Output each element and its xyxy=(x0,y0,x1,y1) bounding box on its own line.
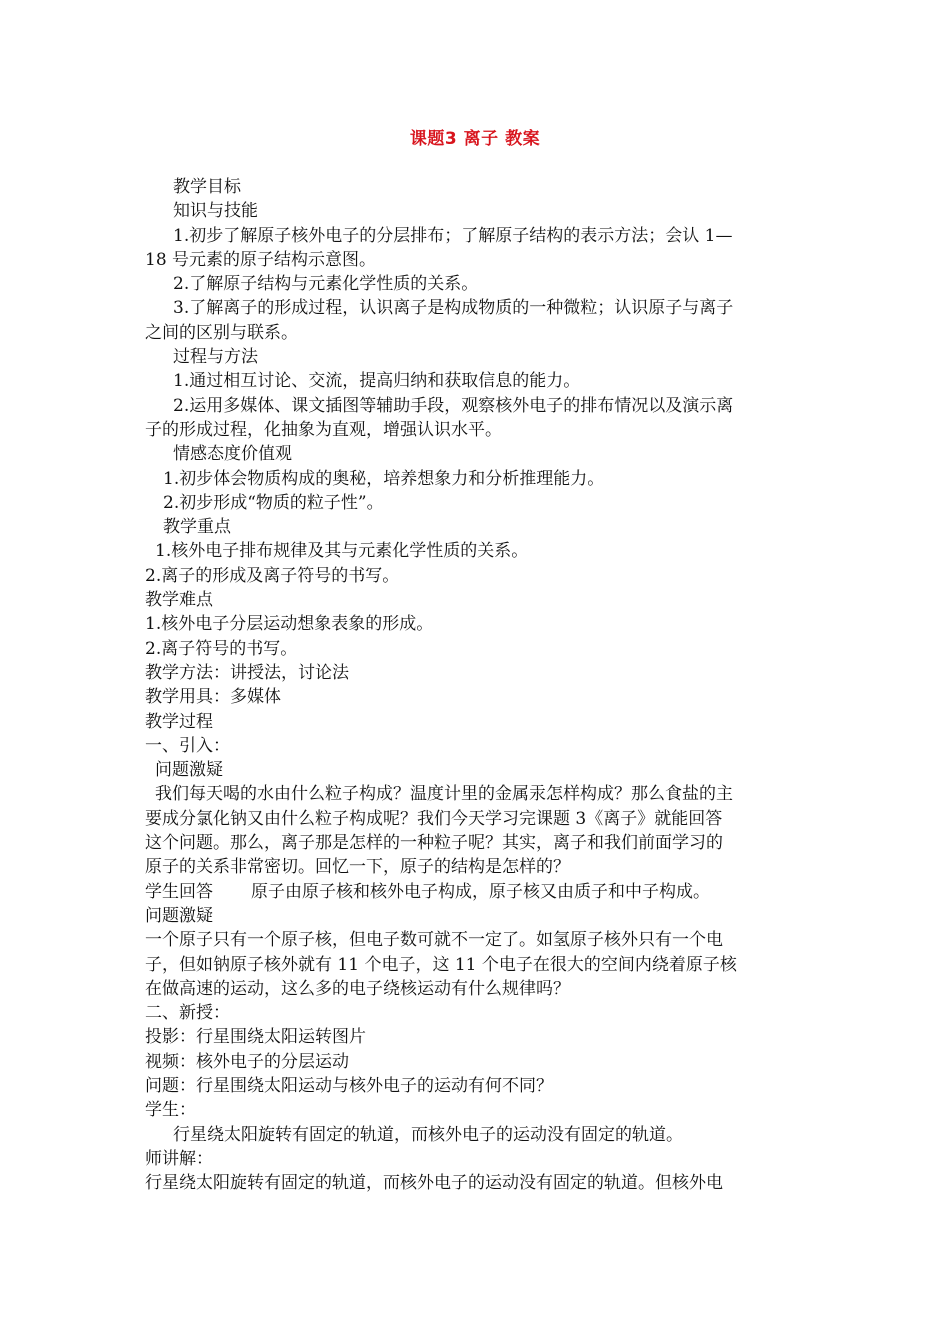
text-line: 行星绕太阳旋转有固定的轨道，而核外电子的运动没有固定的轨道。 xyxy=(173,1124,683,1145)
text-line: 1.核外电子排布规律及其与元素化学性质的关系。 xyxy=(155,541,529,562)
document-body xyxy=(145,175,810,1195)
text-line: 我们每天喝的水由什么粒子构成？温度计里的金属汞怎样构成？那么食盐的主 xyxy=(155,784,733,805)
text-line: 1.初步体会物质构成的奥秘，培养想象力和分析推理能力。 xyxy=(163,468,605,489)
text-line: 1.初步了解原子核外电子的分层排布；了解原子结构的表示方法；会认 1— xyxy=(173,225,733,246)
text-line: 教学目标 xyxy=(173,177,241,197)
text-line: 问题激疑 xyxy=(155,760,223,781)
text-line: 行星绕太阳旋转有固定的轨道，而核外电子的运动没有固定的轨道。但核外电 xyxy=(145,1173,723,1194)
text-line: 2.离子符号的书写。 xyxy=(145,638,298,659)
text-line: 在做高速的运动，这么多的电子绕核运动有什么规律吗？ xyxy=(145,978,570,999)
text-line: 3.了解离子的形成过程，认识离子是构成物质的一种微粒；认识原子与离子 xyxy=(173,298,734,319)
student-answer-line xyxy=(145,880,810,904)
text-line: 之间的区别与联系。 xyxy=(145,322,298,343)
paragraph-block-1 xyxy=(145,175,810,880)
text-line: 教学方法：讲授法，讨论法 xyxy=(145,662,349,683)
text-line: 1.通过相互讨论、交流，提高归纳和获取信息的能力。 xyxy=(173,371,581,392)
text-line: 子的形成过程，化抽象为直观，增强认识水平。 xyxy=(145,419,502,440)
text-line: 教学过程 xyxy=(145,711,213,732)
text-line: 师讲解： xyxy=(145,1148,213,1169)
document-title: 课题3 离子 教案 xyxy=(409,129,541,149)
text-line: 教学重点 xyxy=(163,517,231,538)
text-line: 投影：行星围绕太阳运转图片 xyxy=(145,1027,366,1048)
student-answer-label: 学生回答 xyxy=(145,881,213,902)
text-line: 原子的关系非常密切。回忆一下，原子的结构是怎样的？ xyxy=(145,857,570,878)
text-line: 一、引入： xyxy=(145,735,230,756)
text-line: 视频：核外电子的分层运动 xyxy=(145,1051,349,1072)
student-answer-text: 原子由原子核和核外电子构成，原子核又由质子和中子构成。 xyxy=(251,881,710,902)
text-line: 教学难点 xyxy=(145,590,213,611)
text-line: 2.了解原子结构与元素化学性质的关系。 xyxy=(173,274,479,295)
text-line: 情感态度价值观 xyxy=(173,444,292,465)
text-line: 过程与方法 xyxy=(173,347,258,368)
text-line: 一个原子只有一个原子核，但电子数可就不一定了。如氢原子核外只有一个电 xyxy=(145,930,723,951)
text-line: 2.初步形成“物质的粒子性”。 xyxy=(163,492,384,513)
paragraph-block-2 xyxy=(145,904,810,1196)
text-line: 这个问题。那么，离子那是怎样的一种粒子呢？其实，离子和我们前面学习的 xyxy=(145,833,723,854)
text-line: 问题：行星围绕太阳运动与核外电子的运动有何不同？ xyxy=(145,1075,553,1096)
text-line: 问题激疑 xyxy=(145,905,213,926)
text-line: 1.核外电子分层运动想象表象的形成。 xyxy=(145,614,434,635)
text-line: 2.运用多媒体、课文插图等辅助手段，观察核外电子的排布情况以及演示离 xyxy=(173,395,734,416)
text-line: 二、新授： xyxy=(145,1003,230,1024)
text-line: 2.离子的形成及离子符号的书写。 xyxy=(145,565,400,586)
text-line: 学生： xyxy=(145,1100,196,1121)
text-line: 子，但如钠原子核外就有 11 个电子，这 11 个电子在很大的空间内绕着原子核 xyxy=(145,954,737,975)
text-line: 要成分氯化钠又由什么粒子构成呢？我们今天学习完课题 3《离子》就能回答 xyxy=(145,808,723,829)
text-line: 知识与技能 xyxy=(173,201,258,222)
text-line: 18 号元素的原子结构示意图。 xyxy=(145,249,377,270)
text-line: 教学用具：多媒体 xyxy=(145,687,281,708)
